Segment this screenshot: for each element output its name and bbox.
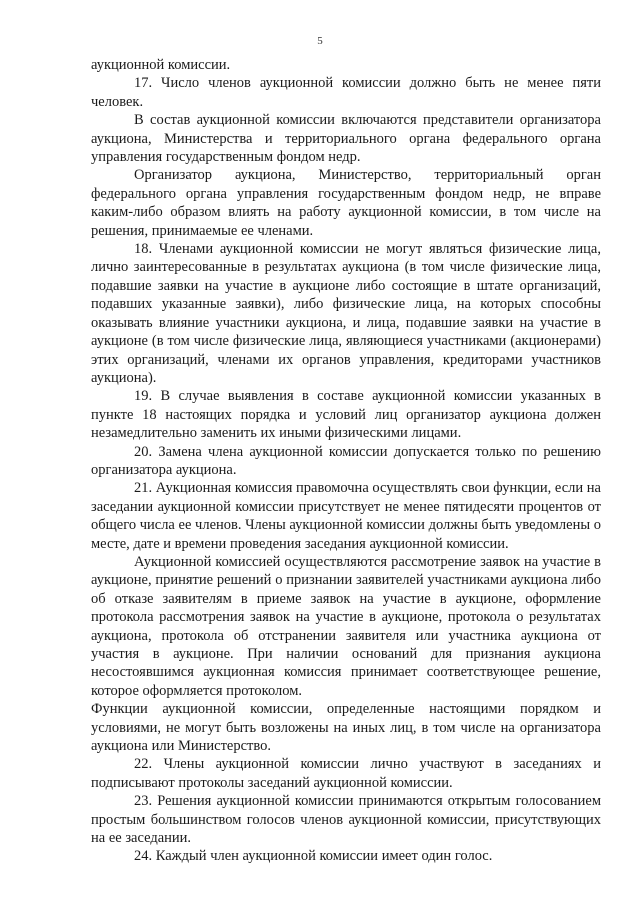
paragraph-19: 19. В случае выявления в составе аукционной комиссии указанных в пункте 18 настоящих порядка и условий лиц организатор аукциона должен незамедлительно заменить их иными физическими лицами. [91, 388, 601, 442]
page-number: 5 [317, 35, 323, 47]
paragraph-20: 20. Замена члена аукционной комиссии допускается только по решению организатора аукциона. [91, 443, 601, 478]
paragraph-functions: Функции аукционной комиссии, определенные настоящими порядком и условиями, не могут быть возложены на иных лиц, в том числе на организатора аукциона или Министерство. [91, 701, 601, 755]
document-body [91, 56, 601, 866]
paragraph-continuation: аукционной комиссии. [91, 57, 231, 73]
paragraph-commission-duties: Аукционной комиссией осуществляются рассмотрение заявок на участие в аукционе, принятие решений о признании заявителей участниками аукциона либо об отказе заявителям в приеме заявок на участие в аукционе, оформление протокола рассмотрения заявок на участие в аукционе, протокола о результатах аукциона, протокола об отстранении заявителя или участника аукциона от участия в аукционе. При наличии оснований для признания аукциона несостоявшимся аукционная комиссия принимает соответствующее решение, которое оформляется протоколом. [91, 553, 601, 699]
paragraph-no-influence: Организатор аукциона, Министерство, территориальный орган федерального органа управления государственным фондом недр, не вправе каким-либо образом влиять на работу аукционной комиссии, в том числе на решения, принимаемые ее членами. [91, 167, 601, 239]
paragraph-23: 23. Решения аукционной комиссии принимаются открытым голосованием простым большинством голосов членов аукционной комиссии, присутствующих на ее заседании. [91, 793, 601, 847]
paragraph-18: 18. Членами аукционной комиссии не могут являться физические лица, лично заинтересованные в результатах аукциона (в том числе физические лица, подавшие заявки на участие в аукционе либо состоящие в штате организаций, подавших указанные заявки), либо физические лица, на которых способны оказывать влияние участники аукциона, и лица, подавшие заявки на участие в аукционе (в том числе физические лица, являющиеся участниками (акционерами) этих организаций, членами их органов управления, кредиторами участников аукциона). [91, 241, 601, 386]
paragraph-composition: В состав аукционной комиссии включаются представители организатора аукциона, Министерства и территориального органа федерального органа управления государственным фондом недр. [91, 112, 601, 166]
paragraph-24: 24. Каждый член аукционной комиссии имеет один голос. [134, 848, 493, 865]
paragraph-21: 21. Аукционная комиссия правомочна осуществлять свои функции, если на заседании аукционной комиссии присутствует не менее пятидесяти процентов от общего числа ее членов. Члены аукционной комиссии должны быть уведомлены о месте, дате и времени проведения заседания аукционной комиссии. [91, 480, 601, 552]
paragraph-22: 22. Члены аукционной комиссии лично участвуют в заседаниях и подписывают протоколы заседаний аукционной комиссии. [91, 756, 601, 791]
paragraph-17: 17. Число членов аукционной комиссии должно быть не менее пяти человек. [91, 75, 601, 110]
